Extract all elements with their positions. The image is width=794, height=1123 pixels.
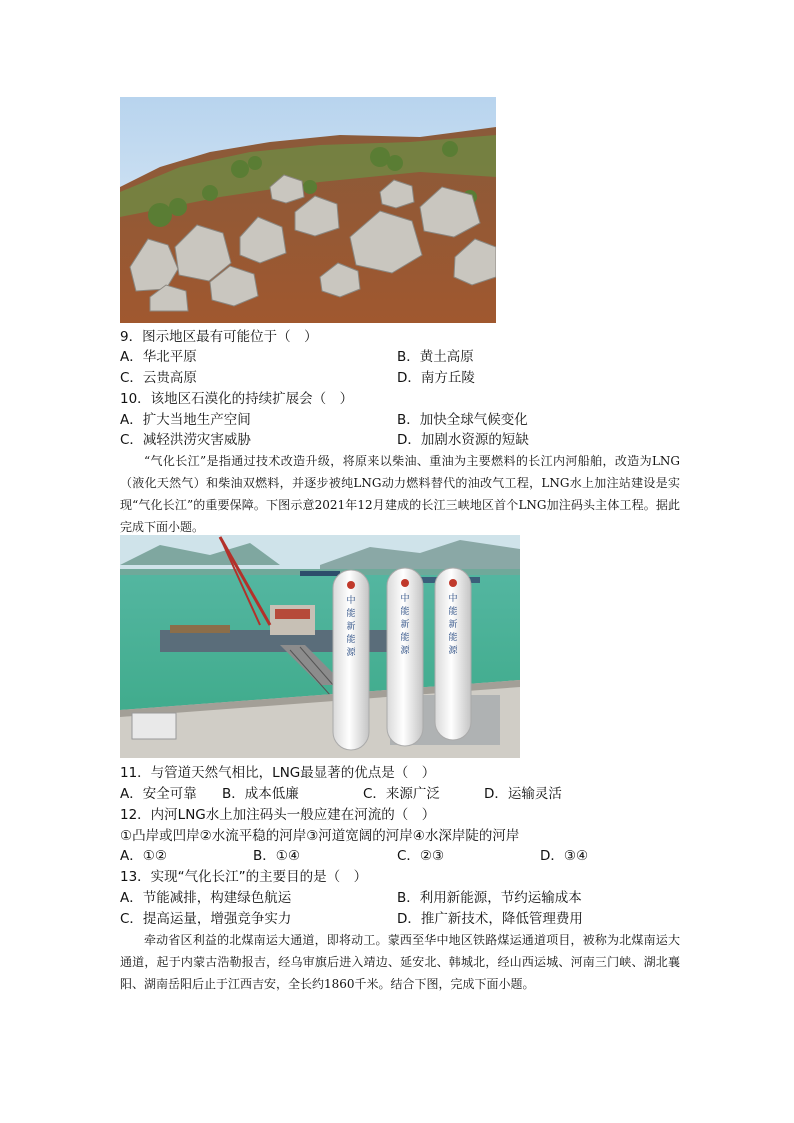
question-9-option-d[interactable]: D．南方丘陵 — [397, 370, 475, 386]
passage-2-text: 牵动省区利益的北煤南运大通道，即将动工。蒙西至华中地区铁路煤运通道项目，被称为北煤南运大通道，起于内蒙古浩勒报吉，经乌审旗后进入靖边、延安北、韩城北，经山西运城、河南三门峡、湖北襄阳、湖南岳阳后止于江西吉安，全长约1860千米。结合下图，完成下面小题。 — [120, 933, 680, 991]
tank-3-label: 中能新能源 — [448, 594, 458, 656]
question-13-option-d[interactable]: D．推广新技术，降低管理费用 — [397, 911, 583, 927]
question-9-option-c[interactable]: C．云贵高原 — [120, 370, 197, 386]
question-13-option-b[interactable]: B．利用新能源，节约运输成本 — [397, 890, 582, 906]
question-10-stem: 10．该地区石漠化的持续扩展会（ ） — [120, 391, 354, 407]
question-11-stem: 11．与管道天然气相比，LNG最显著的优点是（ ） — [120, 765, 436, 781]
question-12-option-d[interactable]: D．③④ — [540, 848, 589, 864]
lng-wharf-photo — [120, 535, 520, 758]
question-10-option-c[interactable]: C．减轻洪涝灾害威胁 — [120, 432, 251, 448]
question-9-option-b[interactable]: B．黄土高原 — [397, 349, 474, 365]
question-11-option-a[interactable]: A．安全可靠 — [120, 786, 197, 802]
question-12-option-c[interactable]: C．②③ — [397, 848, 445, 864]
question-12-stem: 12．内河LNG水上加注码头一般应建在河流的（ ） — [120, 807, 436, 823]
question-12-option-a[interactable]: A．①② — [120, 848, 167, 864]
question-10-option-b[interactable]: B．加快全球气候变化 — [397, 412, 528, 428]
passage-1-text: “气化长江”是指通过技术改造升级，将原来以柴油、重油为主要燃料的长江内河船舶，改造为LNG（液化天然气）和柴油双燃料，并逐步被纯LNG动力燃料替代的油改气工程，LNG水上加注站建设是实现“气化长江”的重要保障。下图示意2021年12月建成的长江三峡地区首个LNG加注码头主体工程。据此完成下面小题。 — [120, 454, 680, 534]
tank-1-label: 中能新能源 — [346, 596, 356, 658]
question-10-option-a[interactable]: A．扩大当地生产空间 — [120, 412, 251, 428]
question-12-items: ①凸岸或凹岸②水流平稳的河岸③河道宽阔的河岸④水深岸陡的河岸 — [120, 828, 520, 844]
karst-hillside-photo — [120, 97, 496, 323]
passage-north-coal-south — [120, 929, 680, 995]
question-13-option-c[interactable]: C．提高运量，增强竞争实力 — [120, 911, 292, 927]
question-11-option-c[interactable]: C．来源广泛 — [363, 786, 440, 802]
question-12-option-b[interactable]: B．①④ — [253, 848, 300, 864]
question-9-stem: 9．图示地区最有可能位于（ ） — [120, 329, 318, 345]
question-9-option-a[interactable]: A．华北平原 — [120, 349, 197, 365]
question-10-option-d[interactable]: D．加剧水资源的短缺 — [397, 432, 529, 448]
question-13-stem: 13．实现“气化长江”的主要目的是（ ） — [120, 869, 368, 885]
tank-2-label: 中能新能源 — [400, 594, 410, 656]
question-11-option-d[interactable]: D．运输灵活 — [484, 786, 562, 802]
passage-gasification-yangtze — [120, 450, 680, 538]
question-13-option-a[interactable]: A．节能减排，构建绿色航运 — [120, 890, 292, 906]
question-11-option-b[interactable]: B．成本低廉 — [222, 786, 299, 802]
